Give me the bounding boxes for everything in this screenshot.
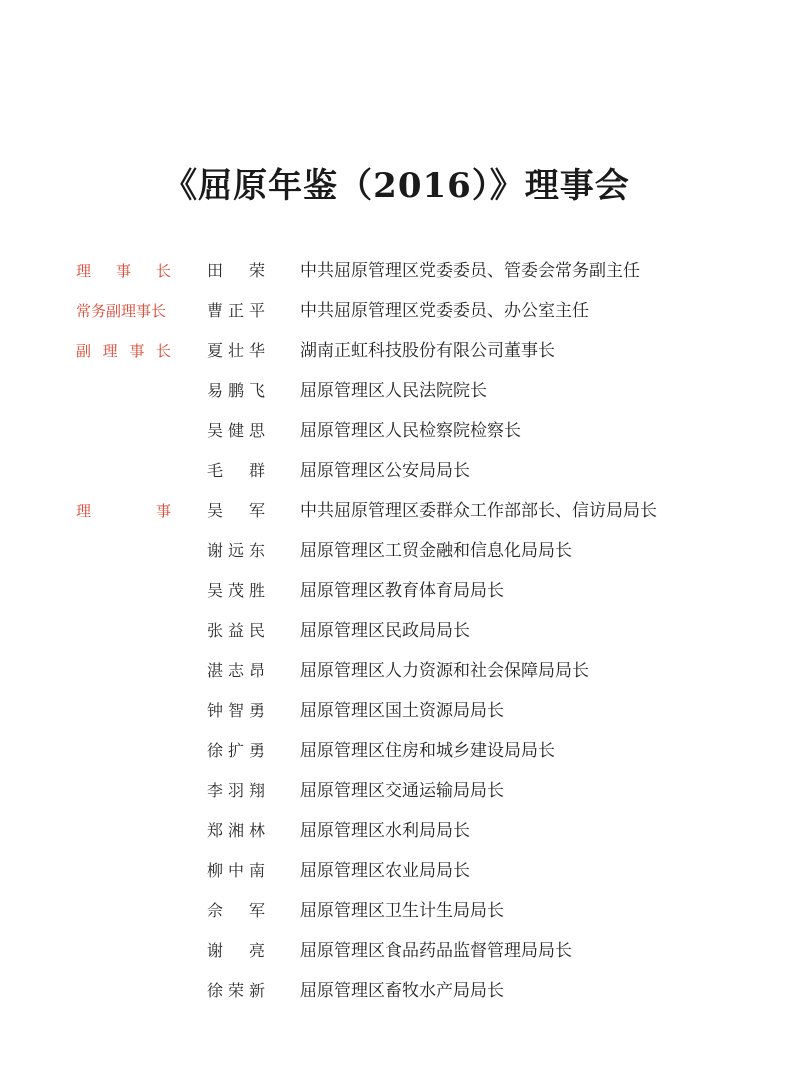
- member-row: [0, 537, 793, 577]
- member-title: 屈原管理区食品药品监督管理局局长: [300, 941, 572, 961]
- member-title: 屈原管理区农业局局长: [300, 861, 470, 881]
- member-row: [0, 657, 793, 697]
- member-title: 屈原管理区国土资源局局长: [300, 701, 504, 721]
- member-name: 易 鹏 飞: [207, 381, 265, 400]
- member-title: 屈原管理区公安局局长: [300, 461, 470, 481]
- member-role: 常务副理事长: [76, 302, 167, 320]
- member-name: 佘 军: [207, 901, 265, 920]
- member-row: [0, 857, 793, 897]
- member-row: [0, 737, 793, 777]
- member-name: 田 荣: [207, 261, 265, 280]
- member-title: 中共屈原管理区党委委员、管委会常务副主任: [300, 261, 640, 281]
- member-title: 屈原管理区人民法院院长: [300, 381, 487, 401]
- member-name: 张 益 民: [207, 621, 265, 640]
- member-title: 屈原管理区人民检察院检察长: [300, 421, 521, 441]
- member-row: [0, 697, 793, 737]
- member-name: 徐 荣 新: [207, 981, 265, 1000]
- member-row: [0, 977, 793, 1017]
- member-title: 屈原管理区人力资源和社会保障局局长: [300, 661, 589, 681]
- member-name: 吴 茂 胜: [207, 581, 265, 600]
- member-name: 湛 志 昂: [207, 661, 265, 680]
- member-title: 屈原管理区交通运输局局长: [300, 781, 504, 801]
- member-name: 柳 中 南: [207, 861, 265, 880]
- member-list: [0, 257, 793, 1017]
- member-title: 湖南正虹科技股份有限公司董事长: [300, 341, 555, 361]
- member-role: 理 事 长: [76, 262, 171, 280]
- member-title: 屈原管理区卫生计生局局长: [300, 901, 504, 921]
- member-name: 毛 群: [207, 461, 265, 480]
- member-title: 中共屈原管理区委群众工作部部长、信访局局长: [300, 501, 657, 521]
- member-name: 谢 亮: [207, 941, 265, 960]
- member-role: 副 理 事 长: [76, 342, 171, 360]
- member-name: 夏 壮 华: [207, 341, 265, 360]
- member-name: 徐 扩 勇: [207, 741, 265, 760]
- member-row: [0, 417, 793, 457]
- member-row: [0, 457, 793, 497]
- member-title: 屈原管理区工贸金融和信息化局局长: [300, 541, 572, 561]
- member-row: [0, 377, 793, 417]
- member-role: 理 事: [76, 502, 171, 520]
- member-row: [0, 257, 793, 297]
- member-row: [0, 937, 793, 977]
- member-row: [0, 337, 793, 377]
- member-row: [0, 817, 793, 857]
- member-title: 屈原管理区教育体育局局长: [300, 581, 504, 601]
- member-title: 屈原管理区民政局局长: [300, 621, 470, 641]
- member-name: 李 羽 翔: [207, 781, 265, 800]
- member-row: [0, 897, 793, 937]
- member-name: 吴 健 思: [207, 421, 265, 440]
- member-title: 屈原管理区畜牧水产局局长: [300, 981, 504, 1001]
- member-row: [0, 577, 793, 617]
- member-name: 谢 远 东: [207, 541, 265, 560]
- member-name: 曹 正 平: [207, 301, 265, 320]
- member-name: 吴 军: [207, 501, 265, 520]
- page-title: 《屈原年鉴（2016）》理事会: [163, 166, 630, 206]
- member-title: 屈原管理区住房和城乡建设局局长: [300, 741, 555, 761]
- member-title: 中共屈原管理区党委委员、办公室主任: [300, 301, 589, 321]
- member-name: 郑 湘 林: [207, 821, 265, 840]
- member-row: [0, 617, 793, 657]
- member-title: 屈原管理区水利局局长: [300, 821, 470, 841]
- member-row: [0, 777, 793, 817]
- member-name: 钟 智 勇: [207, 701, 265, 720]
- member-row: [0, 497, 793, 537]
- member-row: [0, 297, 793, 337]
